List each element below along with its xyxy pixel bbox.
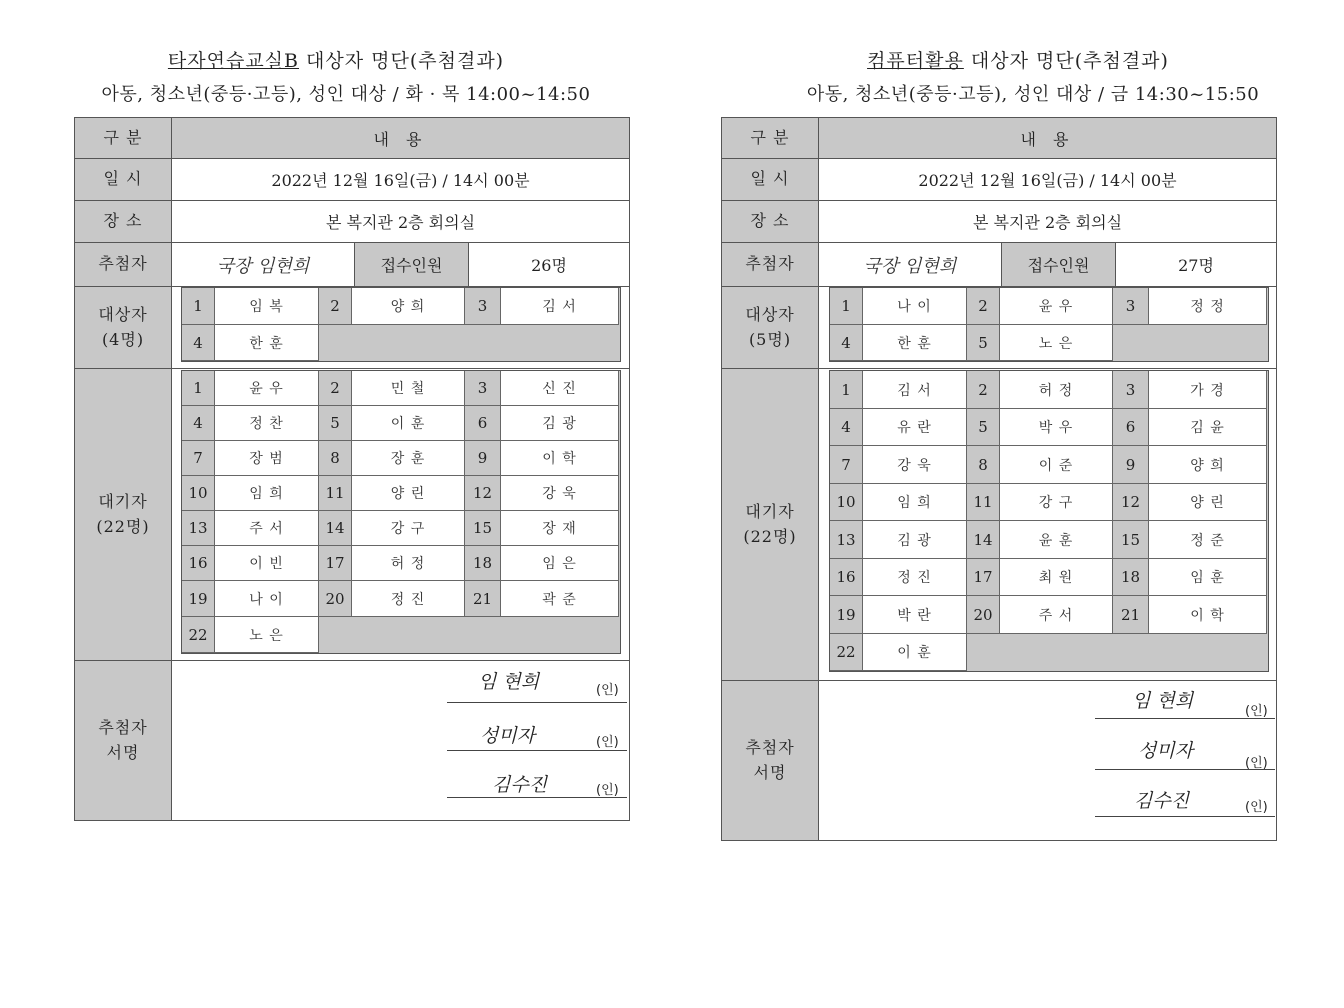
waiting-no: 4: [830, 409, 863, 446]
waiting-label: 대기자 (22명): [75, 369, 172, 661]
waiting-no: 11: [319, 476, 352, 511]
signature-stamp: (인): [596, 783, 619, 798]
waiting-no: 7: [182, 441, 215, 476]
doc-title-rest: 대상자 명단(추첨결과): [299, 50, 505, 72]
waiting-name: 정 찬: [215, 406, 319, 441]
waiting-name: 임 희: [863, 484, 967, 521]
waiting-no: 17: [967, 559, 1000, 596]
place-value: 본 복지관 2층 회의실: [819, 201, 1276, 243]
waiting-no: 18: [1113, 559, 1149, 596]
waiting-no: 2: [967, 371, 1000, 409]
waiting-no: 9: [465, 441, 501, 476]
drawer-label: 추첨자: [722, 243, 819, 287]
target-name: 윤 우: [1000, 288, 1113, 325]
sign-label: 추첨자 서명: [75, 661, 172, 820]
waiting-no: 1: [182, 371, 215, 406]
waiting-name: 김 광: [863, 521, 967, 559]
waiting-name: 노 은: [215, 617, 319, 653]
received-value: 26명: [468, 243, 629, 287]
targets-table: [829, 287, 1269, 362]
waiting-name: 신 진: [501, 371, 619, 406]
doc-subtitle: 아동, 청소년(중등·고등), 성인 대상 / 화 · 목 14:00~14:50: [101, 84, 591, 105]
drawer-label: 추첨자: [75, 243, 172, 287]
waiting-no: 13: [182, 511, 215, 546]
signature-name: 임 현희: [1132, 690, 1194, 712]
target-no: 2: [967, 288, 1000, 325]
signature-stamp: (인): [1245, 756, 1268, 771]
target-no: 4: [830, 325, 863, 361]
received-label: 접수인원: [354, 243, 468, 287]
waiting-no: 13: [830, 521, 863, 559]
waiting-no: 6: [465, 406, 501, 441]
waiting-name: 박 란: [863, 596, 967, 634]
waiting-name: 정 진: [352, 581, 465, 617]
waiting-name: 강 욱: [863, 446, 967, 484]
doc-title: [60, 46, 612, 73]
waiting-name: 이 빈: [215, 546, 319, 581]
doc-title-program: 컴퓨터활용: [867, 50, 964, 72]
waiting-name: 주 서: [215, 511, 319, 546]
waiting-no: 3: [465, 371, 501, 406]
doc-subtitle: 아동, 청소년(중등·고등), 성인 대상 / 금 14:30~15:50: [806, 84, 1260, 105]
waiting-name: 임 희: [215, 476, 319, 511]
place-label: 장 소: [75, 201, 172, 243]
waiting-name: 강 욱: [501, 476, 619, 511]
waiting-name: 윤 우: [215, 371, 319, 406]
signature-stamp: (인): [1245, 704, 1268, 719]
target-no: 5: [967, 325, 1000, 361]
waiting-no: 20: [967, 596, 1000, 634]
waiting-no: 22: [830, 634, 863, 671]
waiting-name: 장 재: [501, 511, 619, 546]
waiting-no: 2: [319, 371, 352, 406]
waiting-label: 대기자 (22명): [722, 369, 819, 681]
waiting-name: 이 준: [1000, 446, 1113, 484]
waiting-no: 9: [1113, 446, 1149, 484]
waiting-no: 22: [182, 617, 215, 653]
date-value: 2022년 12월 16일(금) / 14시 00분: [172, 159, 629, 201]
waiting-name: 양 린: [352, 476, 465, 511]
target-name: 김 서: [501, 288, 619, 325]
target-name: 임 복: [215, 288, 319, 325]
signature-name: 성미자: [1138, 740, 1194, 762]
date-label: 일 시: [722, 159, 819, 201]
waiting-name: 강 구: [352, 511, 465, 546]
waiting-name: 허 정: [352, 546, 465, 581]
header-value: 내 용: [819, 118, 1276, 159]
target-no: 3: [1113, 288, 1149, 325]
target-name: 노 은: [1000, 325, 1113, 361]
waiting-no: 8: [967, 446, 1000, 484]
sign-label: 추첨자 서명: [722, 681, 819, 840]
waiting-no: 1: [830, 371, 863, 409]
waiting-name: 최 원: [1000, 559, 1113, 596]
target-no: 2: [319, 288, 352, 325]
waiting-name: 임 은: [501, 546, 619, 581]
waiting-no: 4: [182, 406, 215, 441]
target-name: 정 정: [1149, 288, 1267, 325]
waiting-name: 이 학: [501, 441, 619, 476]
waiting-name: 허 정: [1000, 371, 1113, 409]
waiting-no: 15: [465, 511, 501, 546]
signature-line: [1095, 816, 1275, 817]
signature-line: [447, 702, 627, 703]
signature-line: [1095, 718, 1275, 719]
date-label: 일 시: [75, 159, 172, 201]
waiting-name: 강 구: [1000, 484, 1113, 521]
waiting-table: [829, 370, 1269, 672]
signature-line: [447, 750, 627, 751]
waiting-no: 5: [319, 406, 352, 441]
signature-stamp: (인): [1245, 800, 1268, 815]
target-name: 한 훈: [863, 325, 967, 361]
waiting-name: 정 준: [1149, 521, 1267, 559]
waiting-no: 16: [182, 546, 215, 581]
waiting-no: 12: [1113, 484, 1149, 521]
waiting-name: 곽 준: [501, 581, 619, 617]
waiting-no: 14: [319, 511, 352, 546]
received-value: 27명: [1115, 243, 1276, 287]
waiting-name: 박 우: [1000, 409, 1113, 446]
waiting-no: 8: [319, 441, 352, 476]
place-label: 장 소: [722, 201, 819, 243]
signature-name: 임 현희: [478, 671, 540, 693]
waiting-no: 16: [830, 559, 863, 596]
waiting-no: 7: [830, 446, 863, 484]
waiting-no: 12: [465, 476, 501, 511]
signature-name: 성미자: [480, 725, 536, 747]
target-name: 한 훈: [215, 325, 319, 361]
waiting-no: 10: [830, 484, 863, 521]
waiting-table: [181, 370, 621, 654]
waiting-name: 민 철: [352, 371, 465, 406]
waiting-no: 11: [967, 484, 1000, 521]
drawer-value: 국장 임현희: [172, 243, 354, 287]
waiting-no: 6: [1113, 409, 1149, 446]
waiting-name: 유 란: [863, 409, 967, 446]
target-no: 1: [830, 288, 863, 325]
targets-label: 대상자 (4명): [75, 287, 172, 369]
signature-line: [447, 797, 627, 798]
waiting-name: 김 광: [501, 406, 619, 441]
waiting-name: 김 서: [863, 371, 967, 409]
waiting-name: 장 범: [215, 441, 319, 476]
target-name: 양 희: [352, 288, 465, 325]
target-no: 3: [465, 288, 501, 325]
waiting-no: 19: [182, 581, 215, 617]
waiting-name: 양 린: [1149, 484, 1267, 521]
waiting-no: 14: [967, 521, 1000, 559]
waiting-name: 임 훈: [1149, 559, 1267, 596]
document-right: [672, 0, 1344, 1008]
waiting-name: 이 훈: [352, 406, 465, 441]
waiting-no: 3: [1113, 371, 1149, 409]
header-label: 구 분: [75, 118, 172, 159]
waiting-no: 5: [967, 409, 1000, 446]
target-no: 1: [182, 288, 215, 325]
waiting-name: 정 진: [863, 559, 967, 596]
waiting-name: 윤 훈: [1000, 521, 1113, 559]
place-value: 본 복지관 2층 회의실: [172, 201, 629, 243]
header-value: 내 용: [172, 118, 629, 159]
waiting-no: 20: [319, 581, 352, 617]
signature-name: 김수진: [1134, 790, 1190, 812]
waiting-no: 10: [182, 476, 215, 511]
waiting-name: 장 훈: [352, 441, 465, 476]
header-label: 구 분: [722, 118, 819, 159]
doc-title: [732, 46, 1304, 73]
signature-stamp: (인): [596, 735, 619, 750]
waiting-name: 이 학: [1149, 596, 1267, 634]
target-no: 4: [182, 325, 215, 361]
waiting-no: 21: [465, 581, 501, 617]
waiting-no: 17: [319, 546, 352, 581]
waiting-no: 19: [830, 596, 863, 634]
doc-title-rest: 대상자 명단(추첨결과): [963, 50, 1169, 72]
targets-label: 대상자 (5명): [722, 287, 819, 369]
waiting-name: 양 희: [1149, 446, 1267, 484]
targets-table: [181, 287, 621, 362]
waiting-no: 21: [1113, 596, 1149, 634]
target-name: 나 이: [863, 288, 967, 325]
waiting-name: 가 경: [1149, 371, 1267, 409]
received-label: 접수인원: [1001, 243, 1115, 287]
signature-stamp: (인): [596, 683, 619, 698]
waiting-name: 주 서: [1000, 596, 1113, 634]
doc-title-program: 타자연습교실B: [167, 50, 299, 72]
waiting-no: 15: [1113, 521, 1149, 559]
date-value: 2022년 12월 16일(금) / 14시 00분: [819, 159, 1276, 201]
waiting-no: 18: [465, 546, 501, 581]
drawer-value: 국장 임현희: [819, 243, 1001, 287]
waiting-name: 이 훈: [863, 634, 967, 671]
signature-line: [1095, 769, 1275, 770]
waiting-name: 나 이: [215, 581, 319, 617]
waiting-name: 김 윤: [1149, 409, 1267, 446]
signature-name: 김수진: [492, 774, 548, 796]
